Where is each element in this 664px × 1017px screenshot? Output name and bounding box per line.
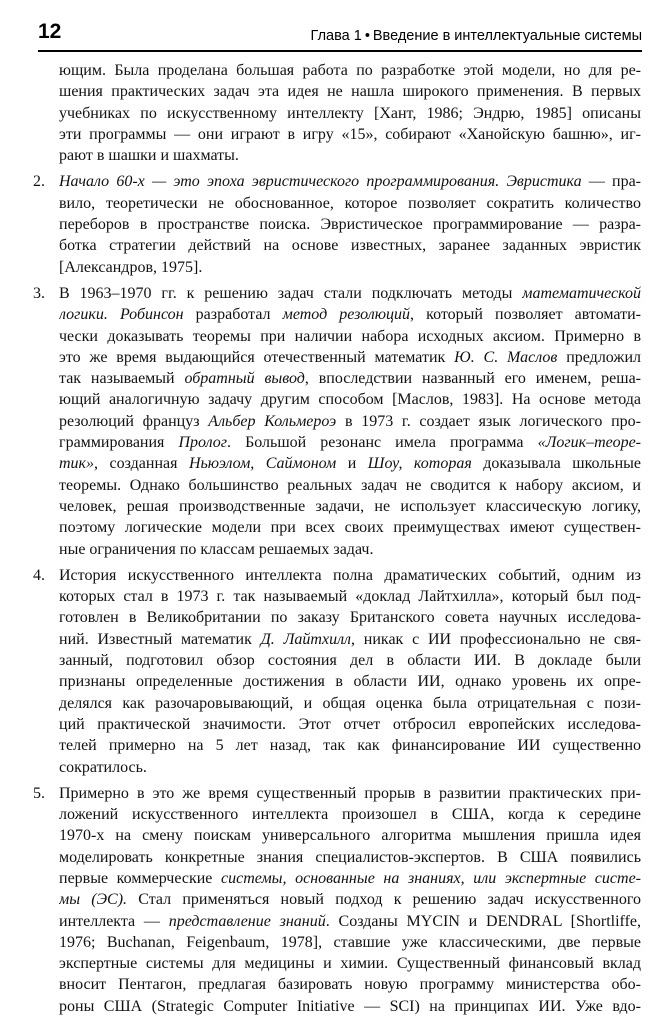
text-line: моделировать конкретные знания специалистов-экспертов. В США появились (59, 848, 641, 866)
text-line: учебниках по искусственному интеллекту [Хант, 1986; Эндрю, 1985] описаны (59, 104, 641, 122)
item-number: 3. (33, 284, 45, 302)
text-line: переборов в пространстве поиска. Эвристическое программирование — разра- (59, 216, 641, 234)
text-line: Начало 60-х — это эпоха эвристического программирования. Эвристика — пра- (59, 173, 641, 191)
text-line: ций практической значимости. Этот отчет отбросил европейских исследова- (59, 715, 641, 733)
list-item-5 (33, 783, 641, 1017)
chapter-title: Введение в интеллектуальные системы (372, 28, 642, 44)
text-line: Примерно в это же время существенный прорыв в развитии практических при- (59, 784, 641, 802)
page-number: 12 (38, 20, 62, 43)
text-line: теоремы. Однако большинство реальных задач не сводится к набору аксиом, и (59, 476, 641, 494)
text-line: поэтому логические модели при всех своих преимуществах имеют существен- (59, 519, 641, 537)
text-line: экспертные системы для медицины и химии. Существенный финансовый вклад (59, 955, 641, 973)
text-line: логики. Робинсон разработал метод резолюций, который позволяет автомати- (59, 306, 641, 324)
text-line: ющий аналогичную задачу другим способом [Маслов, 1983]. На основе метода (59, 391, 641, 409)
text-line: вило, теоретически не обоснованное, которое позволяет сократить количество (59, 194, 641, 212)
text-line: вносит Пентагон, предлагая базировать новую программу министерства обо- (59, 976, 641, 994)
text-line: первые коммерческие системы, основанные на знаниях, или экспертные систе- (59, 869, 641, 887)
list-item-2 (33, 171, 641, 277)
text-line: ботка стратегии действий на основе известных, заранее заданных эвристик (59, 237, 641, 255)
intro-paragraph (33, 60, 641, 166)
text-line: граммирования Пролог. Большой резонанс имела программа «Логик–теоре- (59, 434, 641, 452)
text-line: чески доказывать теоремы при наличии набора исходных аксиом. Примерно в (59, 327, 641, 345)
list-item-3 (33, 283, 641, 560)
bullet-separator: • (364, 28, 370, 44)
text-line: [Александров, 1975]. (59, 258, 203, 276)
text-line: В 1963–1970 гг. к решению задач стали подключать методы математической (59, 284, 641, 302)
text-line: тик», созданная Ньюэлом, Саймоном и Шоу, которая доказывала школьные (59, 455, 641, 473)
header-rule (38, 50, 642, 52)
text-line: так называемый обратный вывод, впоследствии названный его именем, реша- (59, 370, 641, 388)
text-line: которых стал в 1973 г. так называемый «доклад Лайтхилла», который был под- (59, 588, 641, 606)
text-line: ющим. Была проделана большая работа по разработке этой модели, но для ре- (59, 62, 641, 79)
text-line: роны США (Strategic Computer Initiative — SCI) на принципах ИИ. Уже вдо- (59, 997, 641, 1015)
text-line: это же время выдающийся отечественный математик Ю. С. Маслов предложил (59, 348, 641, 366)
text-line: рают в шашки и шахматы. (59, 147, 239, 165)
text-line: 1976; Buchanan, Feigenbaum, 1978], ставшие уже классическими, две первые (59, 933, 641, 951)
text-line: интеллекта — представление знаний. Созданы MYCIN и DENDRAL [Shortliffe, (59, 912, 641, 930)
text-line: ные ограничения по классам решаемых задач. (59, 540, 374, 558)
text-line: мы (ЭС). Стал применяться новый подход к решению задач искусственного (59, 891, 641, 909)
text-line: признаны определенные достижения в области ИИ, однако уровень их опре- (59, 673, 641, 691)
text-line: ний. Известный математик Д. Лайтхилл, никак с ИИ профессионально не свя- (59, 630, 641, 648)
text-line: ложений искусственного интеллекта произошел в США, когда к середине (59, 806, 641, 824)
text-line: 1970-х на смену поискам универсального алгоритма мышления пришла идея (59, 827, 641, 845)
text-line: телей примерно на 5 лет назад, так как финансирование ИИ существенно (59, 737, 641, 755)
text-line: эти программы — они играют в игру «15», собирают «Ханойскую башню», иг- (59, 125, 641, 143)
item-number: 2. (33, 173, 45, 191)
text-line: шения практических задач эта идея не нашла широкого применения. В первых (59, 83, 641, 101)
running-header (38, 20, 642, 46)
list-item-4 (33, 565, 641, 778)
chapter-label: Глава 1 (310, 28, 362, 44)
text-line: человек, решая производственные задачи, не использует классическую логику, (59, 497, 641, 515)
text-line: готовлен в Великобритании по заказу Британского совета научных исследова- (59, 609, 641, 627)
item-number: 5. (33, 784, 45, 802)
running-title (311, 28, 642, 44)
text-line: История искусственного интеллекта полна драматических событий, одним из (59, 566, 641, 584)
text-line: занный, подготовил обзор состояния дел в области ИИ. В докладе были (59, 652, 641, 670)
text-line: делялся как разочаровывающий, и общая оценка была отрицательная с пози- (59, 694, 641, 712)
text-line: сократилось. (59, 758, 147, 776)
text-line: резолюций француз Альбер Кольмероэ в 1973 г. создает язык логического про- (59, 412, 641, 430)
page-body (33, 60, 641, 1017)
item-number: 4. (33, 566, 45, 584)
